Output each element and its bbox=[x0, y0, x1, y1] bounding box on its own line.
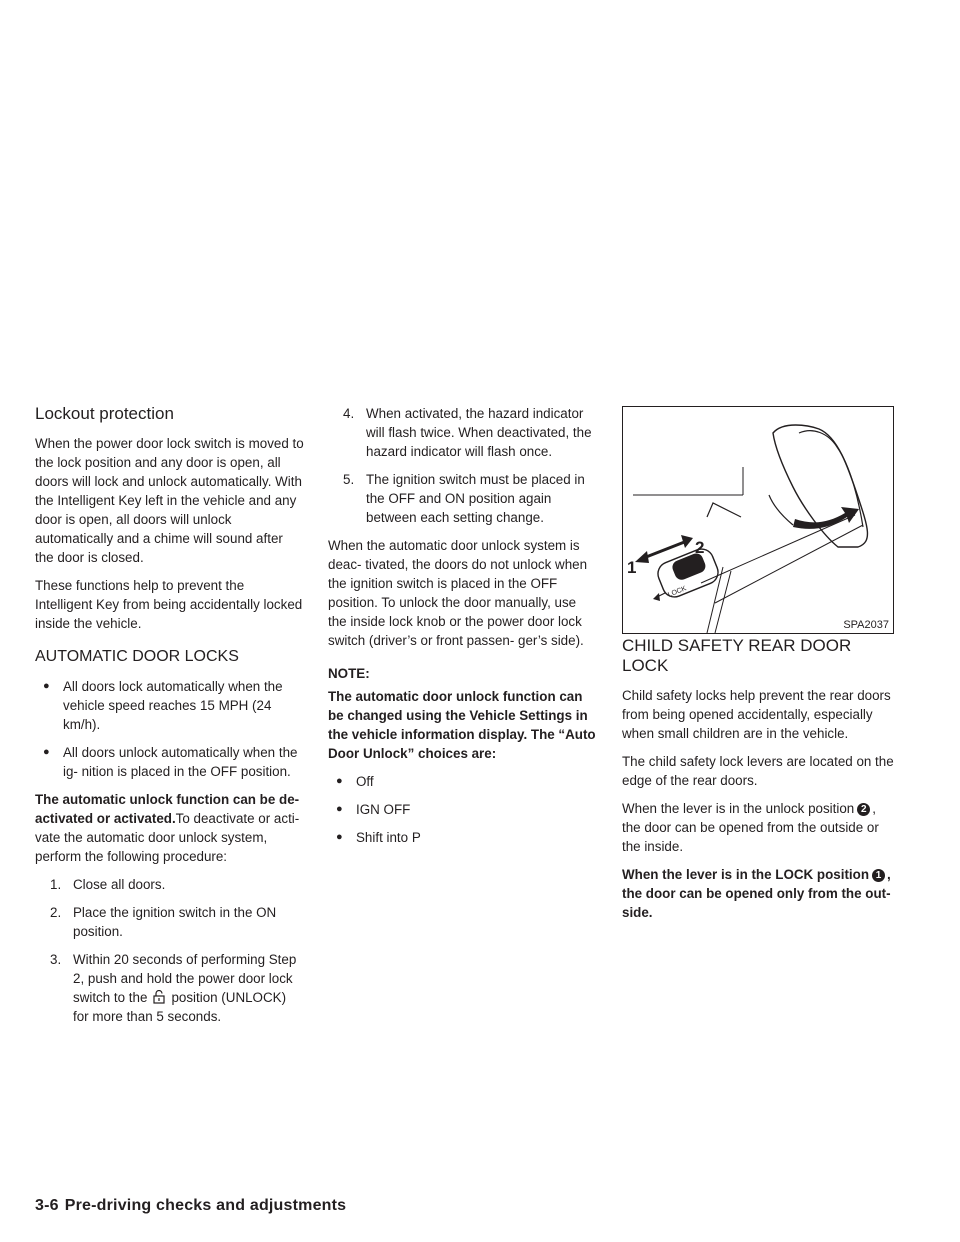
step-text: Close all doors. bbox=[73, 877, 166, 892]
step-text: Within 20 seconds of performing Step 2, push and hold the power door lock switch to the bbox=[73, 952, 297, 1005]
callout-1: 1 bbox=[627, 558, 637, 577]
child-lock-paragraph-2: The child safety lock levers are located on the edge of the rear doors. bbox=[622, 754, 894, 788]
section-title: Pre-driving checks and adjustments bbox=[64, 1197, 347, 1214]
unlock-icon bbox=[151, 990, 167, 1004]
column-left bbox=[35, 404, 305, 1035]
circled-number-1: 1 bbox=[872, 869, 885, 882]
note-text: The automatic door unlock function can be changed using the Vehicle Settings in the vehicle information display. The “Auto Door Unlock” choices are: bbox=[328, 689, 596, 761]
auto-unlock-intro-text: To deactivate or acti- vate the automatic door unlock system, perform the following procedure: bbox=[35, 811, 300, 864]
bullet-item: ● All doors unlock automatically when the ig- nition is placed in the OFF position. bbox=[35, 743, 305, 781]
child-lock-paragraph-4 bbox=[622, 865, 894, 922]
choice-item: ● Off bbox=[328, 772, 598, 791]
p4-text-b: , the door can be opened only from the out- side. bbox=[622, 867, 891, 920]
callout-2: 2 bbox=[695, 538, 705, 557]
lock-label: LOCK bbox=[667, 585, 688, 599]
step-number: 5. bbox=[343, 472, 355, 487]
procedure-step bbox=[35, 950, 305, 1026]
step-text: Place the ignition switch in the ON position. bbox=[73, 905, 277, 939]
p4-text-a: When the lever is in the LOCK position bbox=[622, 867, 870, 882]
procedure-step bbox=[328, 404, 598, 461]
lockout-protection-heading: Lockout protection bbox=[35, 404, 174, 423]
step-number: 1. bbox=[50, 877, 62, 892]
procedure-step bbox=[35, 875, 305, 894]
child-lock-paragraph-1: Child safety locks help prevent the rear doors from being opened accidentally, especially when small children are in the vehicle. bbox=[622, 688, 891, 741]
bullet-item: ● All doors lock automatically when the vehicle speed reaches 15 MPH (24 km/h). bbox=[35, 677, 305, 734]
column-middle bbox=[328, 404, 598, 856]
lockout-paragraph-1: When the power door lock switch is moved to the lock position and any door is open, all doors will lock and unlock automatically. With the Intelligent Key left in the vehicle and any door is open, all doors will unlock automatically and a chime will sound after the door is closed. bbox=[35, 436, 304, 565]
step-text: When activated, the hazard indicator will flash twice. When deactivated, the hazard indicator will flash once. bbox=[366, 406, 592, 459]
child-safety-heading: CHILD SAFETY REAR DOOR LOCK bbox=[622, 636, 852, 675]
procedure-step bbox=[35, 903, 305, 941]
step-text-continued: position (UNLOCK) for more than 5 seconds. bbox=[73, 990, 287, 1024]
child-lock-illustration bbox=[622, 406, 894, 634]
note-label: NOTE: bbox=[328, 666, 370, 681]
choice-item: ● IGN OFF bbox=[328, 800, 598, 819]
page-number: 3-6 bbox=[35, 1197, 59, 1214]
auto-unlock-intro bbox=[35, 790, 305, 866]
step-number: 4. bbox=[343, 406, 355, 421]
procedure-step bbox=[328, 470, 598, 527]
door-lock-drawing bbox=[623, 407, 893, 633]
figure-code: SPA2037 bbox=[843, 619, 889, 631]
auto-unlock-intro-bold: The automatic unlock function can be de- activated or activated. bbox=[35, 792, 300, 826]
automatic-door-locks-heading: AUTOMATIC DOOR LOCKS bbox=[35, 648, 239, 665]
column-right bbox=[622, 636, 894, 931]
p3-text-b: , the door can be opened from the outside or the inside. bbox=[622, 801, 879, 854]
step-text: The ignition switch must be placed in the OFF and ON position again between each setting change. bbox=[366, 472, 585, 525]
choice-item: ● Shift into P bbox=[328, 828, 598, 847]
page-footer bbox=[35, 1197, 346, 1215]
p3-text-a: When the lever is in the unlock position bbox=[622, 801, 855, 816]
step-number: 2. bbox=[50, 905, 62, 920]
lockout-paragraph-2: These functions help to prevent the Intelligent Key from being accidentally locked inside the vehicle. bbox=[35, 578, 303, 631]
step-number: 3. bbox=[50, 952, 62, 967]
child-lock-paragraph-3 bbox=[622, 799, 894, 856]
deactivated-paragraph: When the automatic door unlock system is deac- tivated, the doors do not unlock when the ignition switch is placed in the OFF position. To unlock the door manually, use the inside lock knob or the power door lock switch (driver’s or front passen- ger’s side). bbox=[328, 538, 588, 648]
circled-number-2: 2 bbox=[857, 803, 870, 816]
